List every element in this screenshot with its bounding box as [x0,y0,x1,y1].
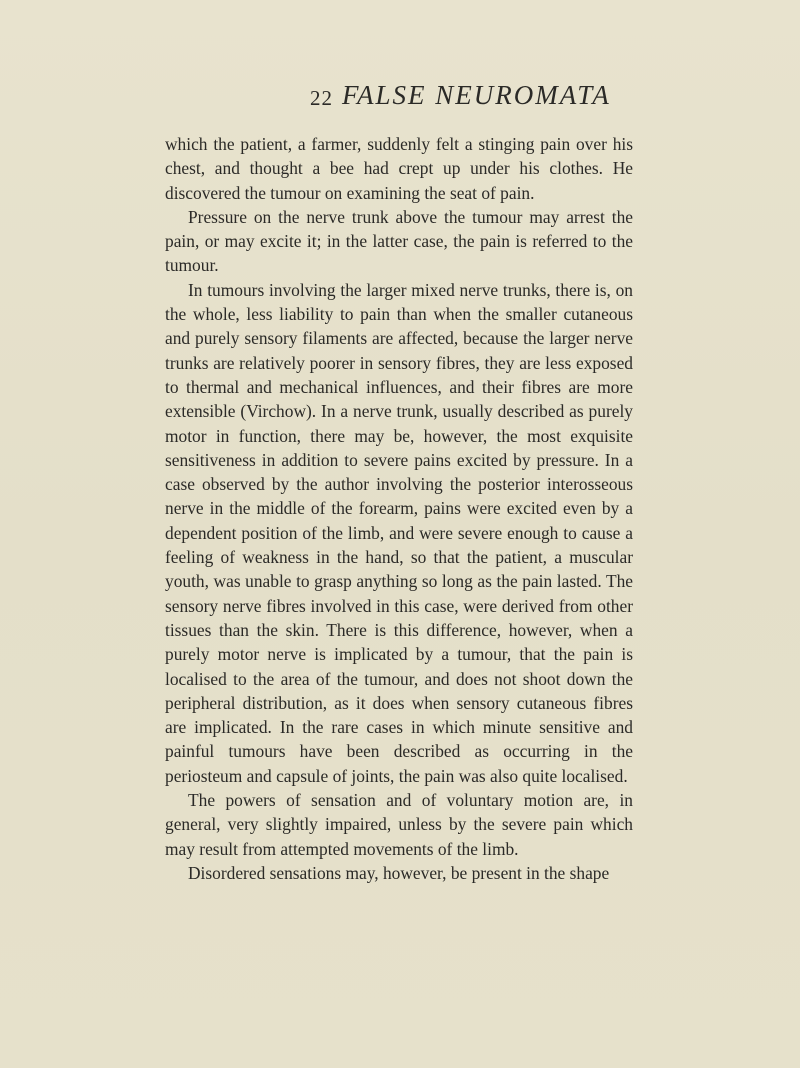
running-title: FALSE NEUROMATA [342,80,611,110]
page-number: 22 [310,86,333,110]
paragraph-sensation-motion: The powers of sensation and of voluntary motion are, in general, very slightly impaired, unless by the severe pain which may result from attempted movements of the limb. [165,790,633,859]
paragraph-continuation: which the patient, a farmer, suddenly felt a stinging pain over his chest, and thought a bee had crept up under his clothes. He discovered the tumour on examining the seat of pain. [165,134,633,203]
body-text [165,132,633,885]
paragraph-mixed-nerve-trunks: In tumours involving the larger mixed nerve trunks, there is, on the whole, less liability to pain than when the smaller cutaneous and purely sensory filaments are affected, because the larger nerve trunks are relatively poorer in sensory fibres, they are less exposed to thermal and mechanical influences, and their fibres are more extensible (Virchow). In a nerve trunk, usually described as purely motor in function, there may be, however, the most exquisite sensitiveness in addition to severe pains excited by pressure. In a case observed by the author involving the posterior interosseous nerve in the middle of the forearm, pains were excited even by a dependent position of the limb, and were severe enough to cause a feeling of weakness in the hand, so that the patient, a muscular youth, was unable to grasp anything so long as the pain lasted. The sensory nerve fibres involved in this case, were derived from other tissues than the skin. There is this difference, however, when a purely motor nerve is implicated by a tumour, that the pain is localised to the area of the tumour, and does not shoot down the peripheral distribution, as it does when sensory cutaneous fibres are implicated. In the rare cases in which minute sensitive and painful tumours have been described as occurring in the periosteum and capsule of joints, the pain was also quite localised. [165,279,633,786]
paragraph-disordered-sensations: Disordered sensations may, however, be present in the shape [188,862,610,883]
running-head [0,80,800,120]
paragraph-pressure: Pressure on the nerve trunk above the tumour may arrest the pain, or may excite it; in the latter case, the pain is referred to the tumour. [165,206,633,276]
